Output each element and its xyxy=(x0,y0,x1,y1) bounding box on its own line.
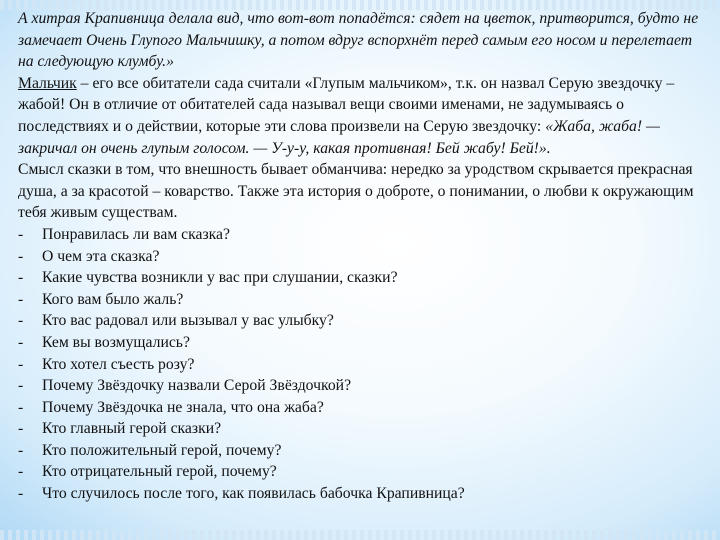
intro-paragraph: А хитрая Крапивница делала вид, что вот-вот попадётся: сядет на цветок, притворится, будто не замечает Очень Глупого Мальчишку, а потом вдруг вспорхнёт перед самым его носом и перелетает на следующую клумбу.» xyxy=(18,10,699,71)
question-text: Почему Звёздочка не знала, что она жаба? xyxy=(42,398,324,416)
question-item xyxy=(18,461,710,483)
bullet-dash: - xyxy=(18,485,24,503)
question-text: Какие чувства возникли у вас при слушании, сказки? xyxy=(42,269,398,287)
question-item xyxy=(18,332,710,354)
question-item xyxy=(18,289,710,311)
slide-text-body xyxy=(18,8,710,505)
question-text: Кто хотел съесть розу? xyxy=(42,355,195,373)
bullet-dash: - xyxy=(18,290,24,308)
questions-list xyxy=(18,224,710,505)
question-item xyxy=(18,267,710,289)
boy-quote: «Жаба, жаба! — закричал он очень глупым голосом. — У-у-у, какая противная! Бей жабу! Бей!». xyxy=(18,117,660,157)
boy-description: – его все обитатели сада считали «Глупым мальчиком», т.к. он назвал Серую звездочку – жабой! Он в отличие от обитателей сада называл вещи своими именами, не задумываясь о последствиях и о действии, которые эти слова произвели на Серую звездочку: xyxy=(18,74,675,135)
question-item xyxy=(18,397,710,419)
boy-paragraph xyxy=(18,73,710,159)
question-text: Кто главный герой сказки? xyxy=(42,420,222,438)
question-text: О чем эта сказка? xyxy=(42,247,160,265)
question-text: Что случилось после того, как появилась бабочка Крапивница? xyxy=(42,485,465,503)
question-item xyxy=(18,375,710,397)
question-text: Почему Звёздочку назвали Серой Звёздочкой? xyxy=(42,377,352,395)
question-item xyxy=(18,246,710,268)
bullet-dash: - xyxy=(18,420,24,438)
bullet-dash: - xyxy=(18,463,24,481)
bullet-dash: - xyxy=(18,225,24,243)
bullet-dash: - xyxy=(18,355,24,373)
meaning-paragraph: Смысл сказки в том, что внешность бывает обманчива: нередко за уродством скрывается прекрасная душа, а за красотой – коварство. Также эта история о доброте, о понимании, о любви к окружающим тебя живым существам. xyxy=(18,161,694,222)
boy-label: Мальчик xyxy=(18,74,77,92)
question-text: Кто положительный герой, почему? xyxy=(42,441,282,459)
bullet-dash: - xyxy=(18,377,24,395)
question-text: Кто отрицательный герой, почему? xyxy=(42,463,277,481)
question-text: Кто вас радовал или вызывал у вас улыбку? xyxy=(42,312,334,330)
question-item xyxy=(18,483,710,505)
bullet-dash: - xyxy=(18,441,24,459)
bottom-decorative-border xyxy=(0,530,720,540)
question-item xyxy=(18,224,710,246)
bullet-dash: - xyxy=(18,333,24,351)
bullet-dash: - xyxy=(18,398,24,416)
bullet-dash: - xyxy=(18,269,24,287)
bullet-dash: - xyxy=(18,312,24,330)
question-item xyxy=(18,354,710,376)
question-text: Понравилась ли вам сказка? xyxy=(42,225,230,243)
question-text: Кем вы возмущались? xyxy=(42,333,190,351)
question-item xyxy=(18,310,710,332)
question-text: Кого вам было жаль? xyxy=(42,290,184,308)
question-item xyxy=(18,440,710,462)
bullet-dash: - xyxy=(18,247,24,265)
question-item xyxy=(18,418,710,440)
